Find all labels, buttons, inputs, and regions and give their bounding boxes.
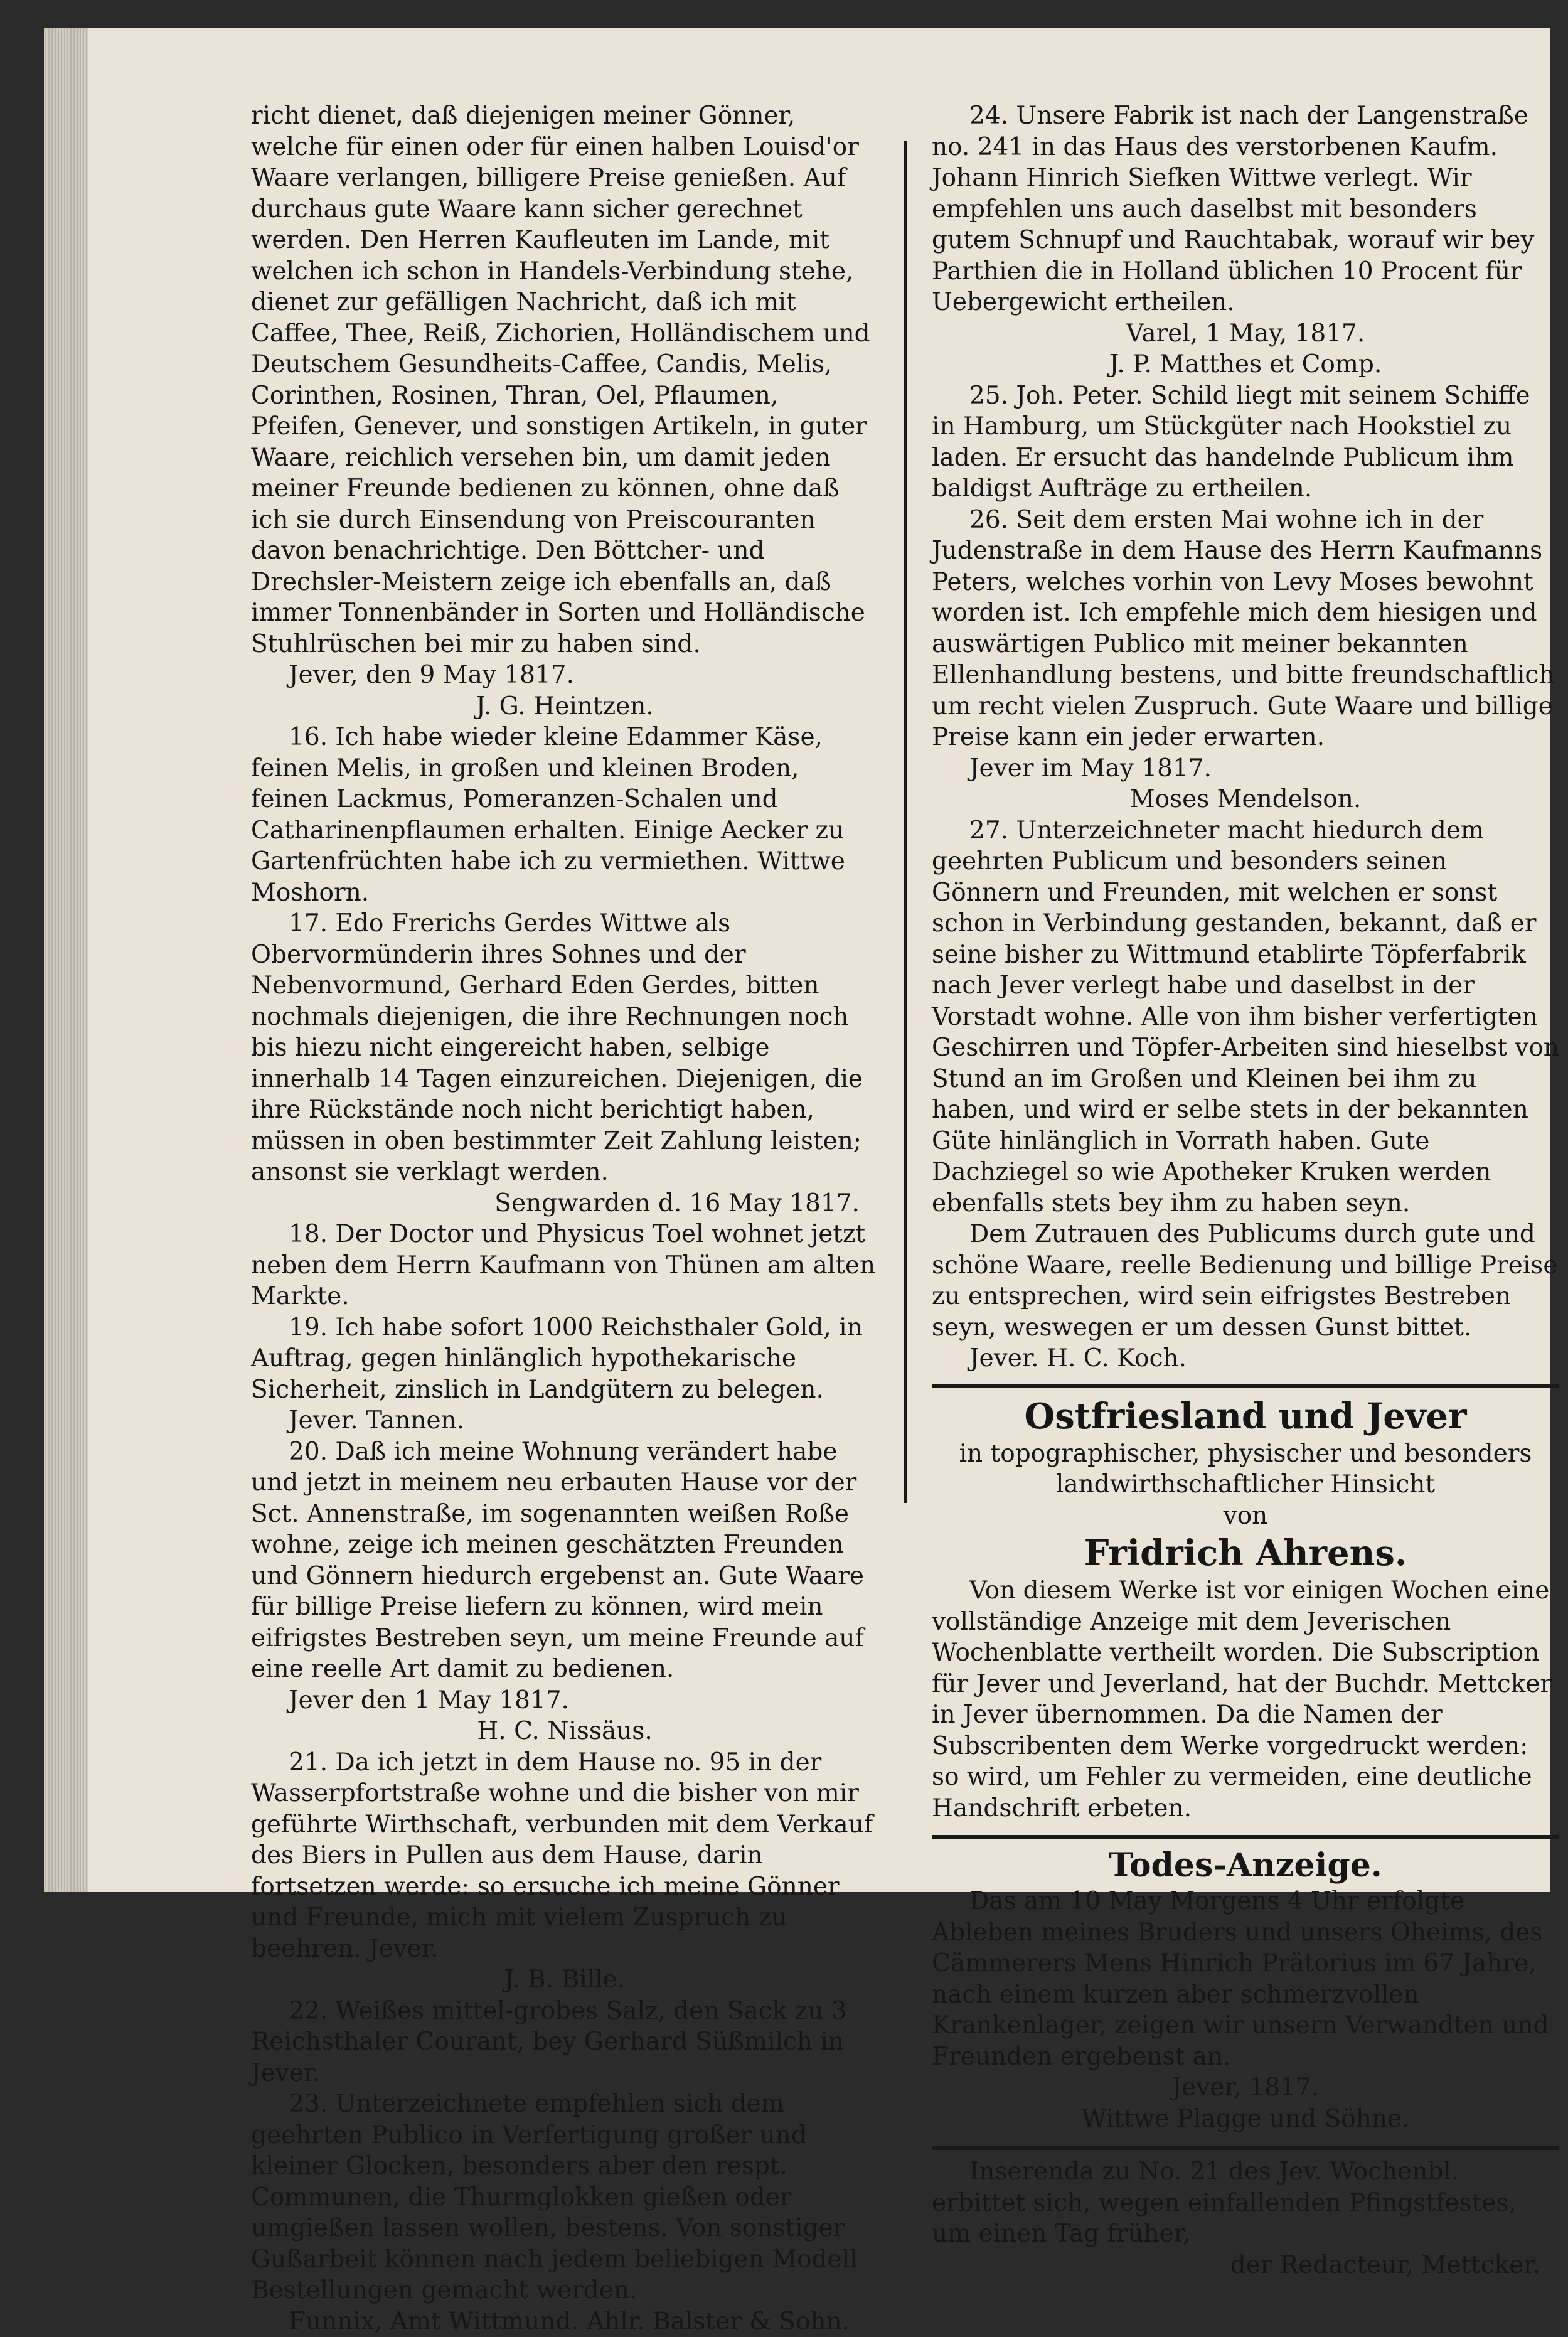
right-block-3: 25. Joh. Peter. Schild liegt mit seinem Schiffe in Hamburg, um Stückgüter nach Hookstiel zu laden. Er ersucht das handelnde Publicum ihm baldigst Aufträge zu ertheilen. xyxy=(932,380,1559,505)
left-block-10: Jever den 1 May 1817. xyxy=(251,1685,878,1716)
book-edge xyxy=(44,28,88,1892)
right-block-16 xyxy=(932,1835,1559,1839)
right-block-17: Todes-Anzeige. xyxy=(932,1846,1559,1886)
right-block-1: Varel, 1 May, 1817. xyxy=(932,318,1559,350)
left-block-0: richt dienet, daß diejenigen meiner Gönner, welche für einen oder für einen halben Louisd'or Waare verlangen, billigere Preise genießen. Auf durchaus gute Waare kann sicher gerechnet werden. Den Herren Kaufleuten im Lande, mit welchen ich schon in Handels-Verbindung stehe, dienet zur gefälligen Nachricht, daß ich mit Caffee, Thee, Reiß, Zichorien, Holländischem und Deutschem Gesundheits-Caffee, Candis, Melis, Corinthen, Rosinen, Thran, Oel, Pflaumen, Pfeifen, Genever, und sonstigen Artikeln, in guter Waare, reichlich versehen bin, um damit jeden meiner Freunde bedienen zu können, ohne daß ich sie durch Einsendung von Preiscouranten davon benachrichtige. Den Böttcher- und Drechsler-Meistern zeige ich ebenfalls an, daß immer Tonnenbänder in Sorten und Holländische Stuhlrüschen bei mir zu haben sind. xyxy=(251,100,878,660)
left-block-13: J. B. Bille. xyxy=(251,1964,878,1996)
right-block-10 xyxy=(932,1384,1559,1388)
right-block-12: in topographischer, physischer und besonders landwirthschaftlicher Hinsicht xyxy=(932,1438,1559,1500)
right-block-0: 24. Unsere Fabrik ist nach der Langenstraße no. 241 in das Haus des verstorbenen Kaufm. Johann Hinrich Siefken Wittwe verlegt. Wir empfehlen uns auch daselbst mit besonders gutem Schnupf und Rauchtabak, worauf wir bey Parthien die in Holland üblichen 10 Procent für Uebergewicht ertheilen. xyxy=(932,100,1559,318)
right-block-13: von xyxy=(932,1500,1559,1532)
right-block-11: Ostfriesland und Jever xyxy=(932,1394,1559,1438)
right-column xyxy=(932,100,1559,2281)
right-block-18: Das am 10 May Morgens 4 Uhr erfolgte Ableben meines Bruders und unsers Oheims, des Cämmerers Mens Hinrich Prätorius im 67 Jahre, nach einem kurzen aber schmerzvollen Krankenlager, zeigen wir unsern Verwandten und Freunden ergebenst an. xyxy=(932,1886,1559,2072)
right-block-22: Inserenda zu No. 21 des Jev. Wochenbl. erbittet sich, wegen einfallenden Pfingstfestes, um einen Tag früher, xyxy=(932,2156,1559,2250)
left-block-3: 16. Ich habe wieder kleine Edammer Käse, feinen Melis, in großen und kleinen Broden, feinen Lackmus, Pomeranzen-Schalen und Catharinenpflaumen erhalten. Einige Aecker zu Gartenfrüchten habe ich zu vermiethen. Wittwe Moshorn. xyxy=(251,722,878,908)
left-block-8: Jever. Tannen. xyxy=(251,1405,878,1436)
left-block-5: Sengwarden d. 16 May 1817. xyxy=(251,1188,878,1219)
left-block-16: Funnix, Amt Wittmund. Ahlr. Balster & Sohn. xyxy=(251,2306,878,2337)
right-block-2: J. P. Matthes et Comp. xyxy=(932,349,1559,380)
left-block-15: 23. Unterzeichnete empfehlen sich dem geehrten Publico in Verfertigung großer und kleiner Glocken, besonders aber den respt. Communen, die Thurmglokken gießen oder umgießen lassen wollen, bestens. Von sonstiger Gußarbeit können nach jedem beliebigen Modell Bestellungen gemacht werden. xyxy=(251,2088,878,2306)
right-block-23: der Redacteur, Mettcker. xyxy=(932,2250,1559,2281)
right-block-7: 27. Unterzeichneter macht hiedurch dem geehrten Publicum und besonders seinen Gönnern und Freunden, mit welchen er sonst schon in Verbindung gestanden, bekannt, daß er seine bisher zu Wittmund etablirte Töpferfabrik nach Jever verlegt habe und daselbst in der Vorstadt wohne. Alle von ihm bisher verfertigten Geschirren und Töpfer-Arbeiten sind hieselbst von Stund an im Großen und Kleinen bei ihm zu haben, und wird er selbe stets in der bekannten Güte hinlänglich in Vorrath haben. Gute Dachziegel so wie Apotheker Kruken werden ebenfalls stets bey ihm zu haben seyn. xyxy=(932,815,1559,1219)
column-divider xyxy=(904,141,907,1503)
right-block-9: Jever. H. C. Koch. xyxy=(932,1343,1559,1374)
left-block-12: 21. Da ich jetzt in dem Hause no. 95 in der Wasserpfortstraße wohne und die bisher von mir geführte Wirthschaft, verbunden mit dem Verkauf des Biers in Pullen aus dem Hause, darin fortsetzen werde: so ersuche ich meine Gönner und Freunde, mich mit vielem Zuspruch zu beehren. Jever. xyxy=(251,1747,878,1965)
right-block-19: Jever, 1817. xyxy=(932,2072,1559,2104)
right-block-21 xyxy=(932,2146,1559,2150)
right-block-4: 26. Seit dem ersten Mai wohne ich in der Judenstraße in dem Hause des Herrn Kaufmanns Peters, welches vorhin von Levy Moses bewohnt worden ist. Ich empfehle mich dem hiesigen und auswärtigen Publico mit meiner bekannten Ellenhandlung bestens, und bitte freundschaftlich um recht vielen Zuspruch. Gute Waare und billige Preise kann ein jeder erwarten. xyxy=(932,505,1559,753)
right-block-5: Jever im May 1817. xyxy=(932,753,1559,784)
right-block-6: Moses Mendelson. xyxy=(932,784,1559,815)
left-block-14: 22. Weißes mittel-grobes Salz, den Sack zu 3 Reichsthaler Courant, bey Gerhard Süßmilch in Jever. xyxy=(251,1996,878,2089)
right-block-8: Dem Zutrauen des Publicums durch gute und schöne Waare, reelle Bedienung und billige Preise zu entsprechen, wird sein eifrigstes Bestreben seyn, weswegen er um dessen Gunst bittet. xyxy=(932,1219,1559,1343)
left-block-4: 17. Edo Frerichs Gerdes Wittwe als Obervormünderin ihres Sohnes und der Nebenvormund, Gerhard Eden Gerdes, bitten nochmals diejenigen, die ihre Rechnungen noch bis hiezu nicht eingereicht haben, selbige innerhalb 14 Tagen einzureichen. Diejenigen, die ihre Rückstände noch nicht berichtigt haben, müssen in oben bestimmter Zeit Zahlung leisten; ansonst sie verklagt werden. xyxy=(251,908,878,1188)
left-block-11: H. C. Nissäus. xyxy=(251,1716,878,1747)
left-block-2: J. G. Heintzen. xyxy=(251,691,878,722)
left-block-6: 18. Der Doctor und Physicus Toel wohnet jetzt neben dem Herrn Kaufmann von Thünen am alten Markte. xyxy=(251,1219,878,1312)
right-block-15: Von diesem Werke ist vor einigen Wochen eine vollständige Anzeige mit dem Jeverischen Wochenblatte vertheilt worden. Die Subscription für Jever und Jeverland, hat der Buchdr. Mettcker in Jever übernommen. Da die Namen der Subscribenten dem Werke vorgedruckt werden: so wird, um Fehler zu vermeiden, eine deutliche Handschrift erbeten. xyxy=(932,1575,1559,1824)
right-block-14: Fridrich Ahrens. xyxy=(932,1531,1559,1575)
left-block-7: 19. Ich habe sofort 1000 Reichsthaler Gold, in Auftrag, gegen hinlänglich hypothekarische Sicherheit, zinslich in Landgütern zu belegen. xyxy=(251,1312,878,1406)
right-block-20: Wittwe Plagge und Söhne. xyxy=(932,2104,1559,2135)
left-column xyxy=(251,100,878,2337)
left-block-9: 20. Daß ich meine Wohnung verändert habe und jetzt in meinem neu erbauten Hause vor der Sct. Annenstraße, im sogenannten weißen Roße wohne, zeige ich meinen geschätzten Freunden und Gönnern hiedurch ergebenst an. Gute Waare für billige Preise liefern zu können, wird mein eifrigstes Bestreben seyn, um meine Freunde auf eine reelle Art damit zu bedienen. xyxy=(251,1436,878,1685)
left-block-1: Jever, den 9 May 1817. xyxy=(251,660,878,691)
